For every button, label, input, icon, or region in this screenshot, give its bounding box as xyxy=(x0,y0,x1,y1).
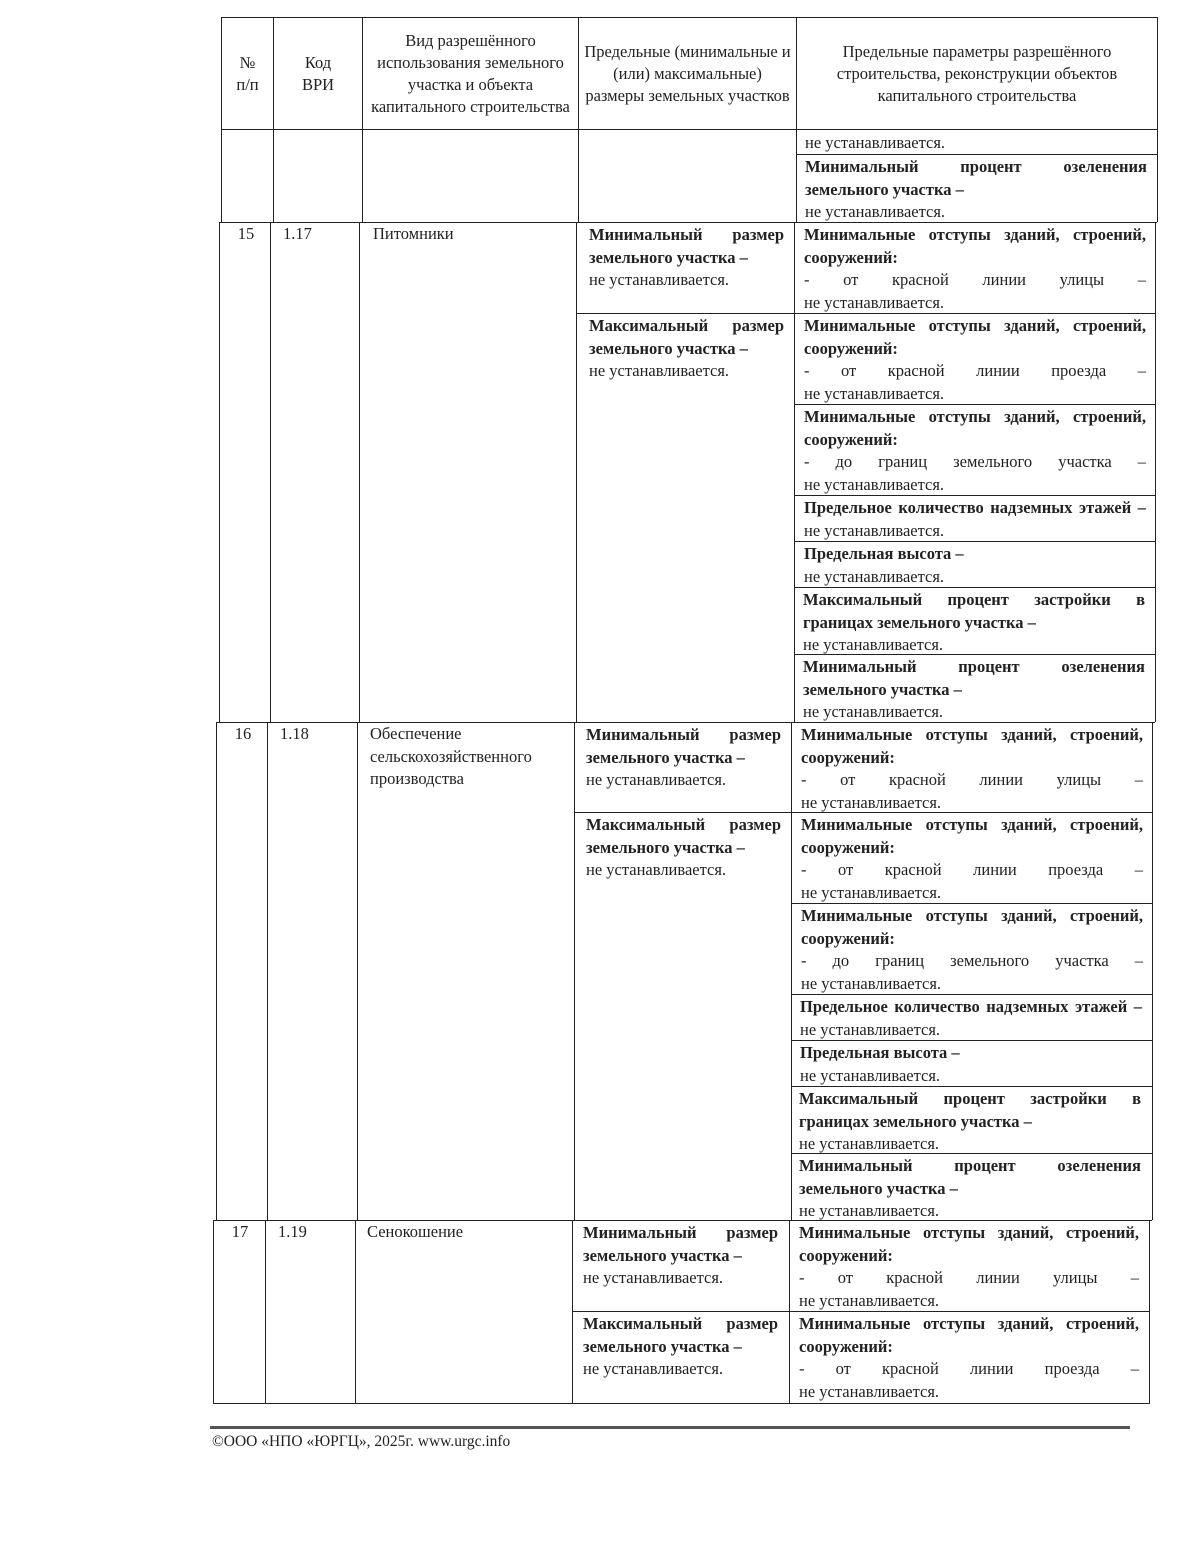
param-height xyxy=(804,543,1146,588)
cell-label: Минимальные отступы зданий, строений, сооружений: xyxy=(801,815,1143,857)
cell-value: не устанавливается. xyxy=(586,860,727,879)
cell-label: Минимальный процент озеленения земельного участка – xyxy=(803,657,1145,699)
cell-value: 15 xyxy=(237,224,255,243)
header-params-text: Предельные параметры разрешённого строительства, реконструкции объектов капитального строительства xyxy=(836,41,1118,105)
min-size xyxy=(583,1222,778,1290)
cell-value: не устанавливается. xyxy=(801,882,942,902)
cell-value: 1.17 xyxy=(283,224,312,243)
cell-label: Максимальный процент застройки в границах земельного участка – xyxy=(803,590,1145,632)
grid-line xyxy=(796,130,797,222)
grid-line xyxy=(265,1220,266,1404)
header-kind-text: Вид разрешённого использования земельного участка и объекта капитального строительства xyxy=(371,30,570,116)
footer-copyright: ©ООО «НПО «ЮРГЦ», 2025г. www.urgc.info xyxy=(212,1433,511,1450)
cell-value: не устанавливается. xyxy=(804,292,945,312)
cell-value: не устанавливается. xyxy=(800,1019,941,1039)
cell-value: не устанавливается. xyxy=(799,1381,940,1401)
row-kind xyxy=(373,223,573,246)
param-setback-driveway xyxy=(799,1313,1139,1403)
cell-label: Предельная высота – xyxy=(804,544,964,563)
cell-label: Минимальный размер земельного участка – xyxy=(586,725,781,767)
footer-divider xyxy=(210,1426,1130,1429)
param-setback-driveway xyxy=(804,315,1146,405)
cell-label: Максимальный размер земельного участка – xyxy=(583,1314,778,1356)
grid-line xyxy=(1149,1220,1150,1404)
grid-line xyxy=(213,1220,214,1404)
param-setback-boundary xyxy=(801,905,1143,995)
continuation-text xyxy=(805,132,1147,155)
grid-line xyxy=(572,1220,573,1404)
row-num xyxy=(222,223,270,246)
cell-value: не устанавливается. xyxy=(800,1065,941,1085)
param-setback-driveway xyxy=(801,814,1143,904)
cell-value: 17 xyxy=(231,1222,249,1241)
cell-label: Минимальный процент озеленения земельного участка – xyxy=(799,1156,1141,1198)
grid-line xyxy=(1152,722,1153,1220)
cell-line: - от красной линии проезда – xyxy=(799,1359,1139,1378)
param-floors xyxy=(800,996,1142,1041)
grid-line xyxy=(794,222,795,722)
row-num xyxy=(216,1221,264,1244)
cell-line: - от красной линии проезда – xyxy=(804,361,1146,380)
cell-value: 1.19 xyxy=(278,1222,307,1241)
grid-line xyxy=(1155,222,1156,722)
cell-label: Максимальный размер земельного участка – xyxy=(589,316,784,358)
cell-label: Минимальные отступы зданий, строений, сооружений: xyxy=(801,906,1143,948)
param-setback-street xyxy=(799,1222,1139,1312)
cell-value: не устанавливается. xyxy=(589,270,730,289)
param-greenery xyxy=(799,1155,1141,1223)
grid-line xyxy=(574,722,575,1220)
cell-value: не устанавливается. xyxy=(804,566,945,586)
param-setback-street xyxy=(804,224,1146,314)
cell-value: не устанавливается. xyxy=(804,383,945,403)
grid-line xyxy=(789,1220,790,1404)
grid-line xyxy=(357,722,358,1220)
grid-line xyxy=(221,130,222,222)
cell-line: - от красной линии улицы – xyxy=(799,1268,1139,1287)
cell-value: не устанавливается. xyxy=(801,792,942,812)
cell-label: Минимальные отступы зданий, строений, сооружений: xyxy=(801,725,1143,767)
cell-value: 1.18 xyxy=(280,724,309,743)
row-code xyxy=(278,1221,348,1244)
max-size xyxy=(586,814,781,882)
row-kind xyxy=(367,1221,567,1244)
cell-value: не устанавливается. xyxy=(586,770,727,789)
cell-value: не устанавливается. xyxy=(583,1359,724,1378)
grid-line xyxy=(576,222,577,722)
param-floors xyxy=(804,497,1146,542)
cell-line: - до границ земельного участка – xyxy=(801,951,1143,970)
cell-line: - от красной линии улицы – xyxy=(801,770,1143,789)
cell-value: не устанавливается. xyxy=(803,702,944,721)
param-setback-boundary xyxy=(804,406,1146,496)
header-code xyxy=(273,17,363,130)
header-sizes xyxy=(578,17,797,130)
grid-line xyxy=(219,222,220,722)
cell-label: Минимальные отступы зданий, строений, сооружений: xyxy=(799,1314,1139,1356)
header-code-text: Код ВРИ xyxy=(301,52,335,94)
cell-value: не устанавливается. xyxy=(804,520,945,540)
grid-line xyxy=(216,722,217,1220)
cell-value: не устанавливается. xyxy=(804,474,945,494)
cell-label: Минимальные отступы зданий, строений, сооружений: xyxy=(804,407,1146,449)
cell-label: Минимальный процент озеленения земельного участка – xyxy=(805,157,1147,199)
cell-value: не устанавливается. xyxy=(801,973,942,993)
cell-label: Минимальные отступы зданий, строений, сооружений: xyxy=(804,225,1146,267)
param-coverage xyxy=(799,1088,1141,1156)
cell-value: не устанавливается. xyxy=(589,361,730,380)
max-size xyxy=(583,1313,778,1381)
param-setback-street xyxy=(801,724,1143,814)
header-sizes-text: Предельные (минимальные и (или) максимальные) размеры земельных участков xyxy=(584,41,791,105)
min-size xyxy=(589,224,784,292)
row-num xyxy=(219,723,267,746)
cell-line: - от красной линии проезда – xyxy=(801,860,1143,879)
cell-label: Предельная высота – xyxy=(800,1043,960,1062)
header-num xyxy=(221,17,274,130)
cell-label: Предельное количество надземных этажей – xyxy=(804,498,1146,517)
row-kind xyxy=(370,723,570,791)
cell-label: Предельное количество надземных этажей – xyxy=(800,997,1142,1016)
min-size xyxy=(586,724,781,792)
cell-line: - от красной линии улицы – xyxy=(804,270,1146,289)
grid-line xyxy=(1157,130,1158,222)
header-num-text: № п/п xyxy=(236,52,259,94)
grid-line xyxy=(362,130,363,222)
grid-line xyxy=(791,722,792,1220)
max-size xyxy=(589,315,784,383)
cell-value: не устанавливается. xyxy=(799,1201,940,1220)
cell-label: Минимальные отступы зданий, строений, сооружений: xyxy=(799,1223,1139,1265)
cell-value: не устанавливается. xyxy=(805,133,946,152)
cell-value: Обеспечение сельскохозяйственного производства xyxy=(370,724,532,788)
row-code xyxy=(280,723,350,746)
header-params xyxy=(796,17,1158,130)
cell-value: не устанавливается. xyxy=(803,635,944,654)
grid-line xyxy=(359,222,360,722)
grid-line xyxy=(578,130,579,222)
continuation-greenery xyxy=(805,156,1147,224)
cell-label: Максимальный размер земельного участка – xyxy=(586,815,781,857)
cell-value: не устанавливается. xyxy=(799,1134,940,1153)
cell-label: Максимальный процент застройки в границах земельного участка – xyxy=(799,1089,1141,1131)
cell-label: Минимальный размер земельного участка – xyxy=(583,1223,778,1265)
grid-line xyxy=(267,722,268,1220)
grid-line xyxy=(270,222,271,722)
cell-value: не устанавливается. xyxy=(583,1268,724,1287)
cell-value: не устанавливается. xyxy=(799,1290,940,1310)
grid-line xyxy=(355,1220,356,1404)
cell-value: Питомники xyxy=(373,224,454,243)
param-greenery xyxy=(803,656,1145,724)
grid-line xyxy=(213,1403,1150,1404)
param-coverage xyxy=(803,589,1145,657)
param-height xyxy=(800,1042,1142,1087)
cell-line: - до границ земельного участка – xyxy=(804,452,1146,471)
cell-value: Сенокошение xyxy=(367,1222,464,1241)
row-code xyxy=(283,223,353,246)
header-kind xyxy=(362,17,579,130)
cell-value: 16 xyxy=(234,724,252,743)
cell-value: не устанавливается. xyxy=(805,202,946,221)
cell-label: Минимальные отступы зданий, строений, сооружений: xyxy=(804,316,1146,358)
grid-line xyxy=(273,130,274,222)
cell-label: Минимальный размер земельного участка – xyxy=(589,225,784,267)
